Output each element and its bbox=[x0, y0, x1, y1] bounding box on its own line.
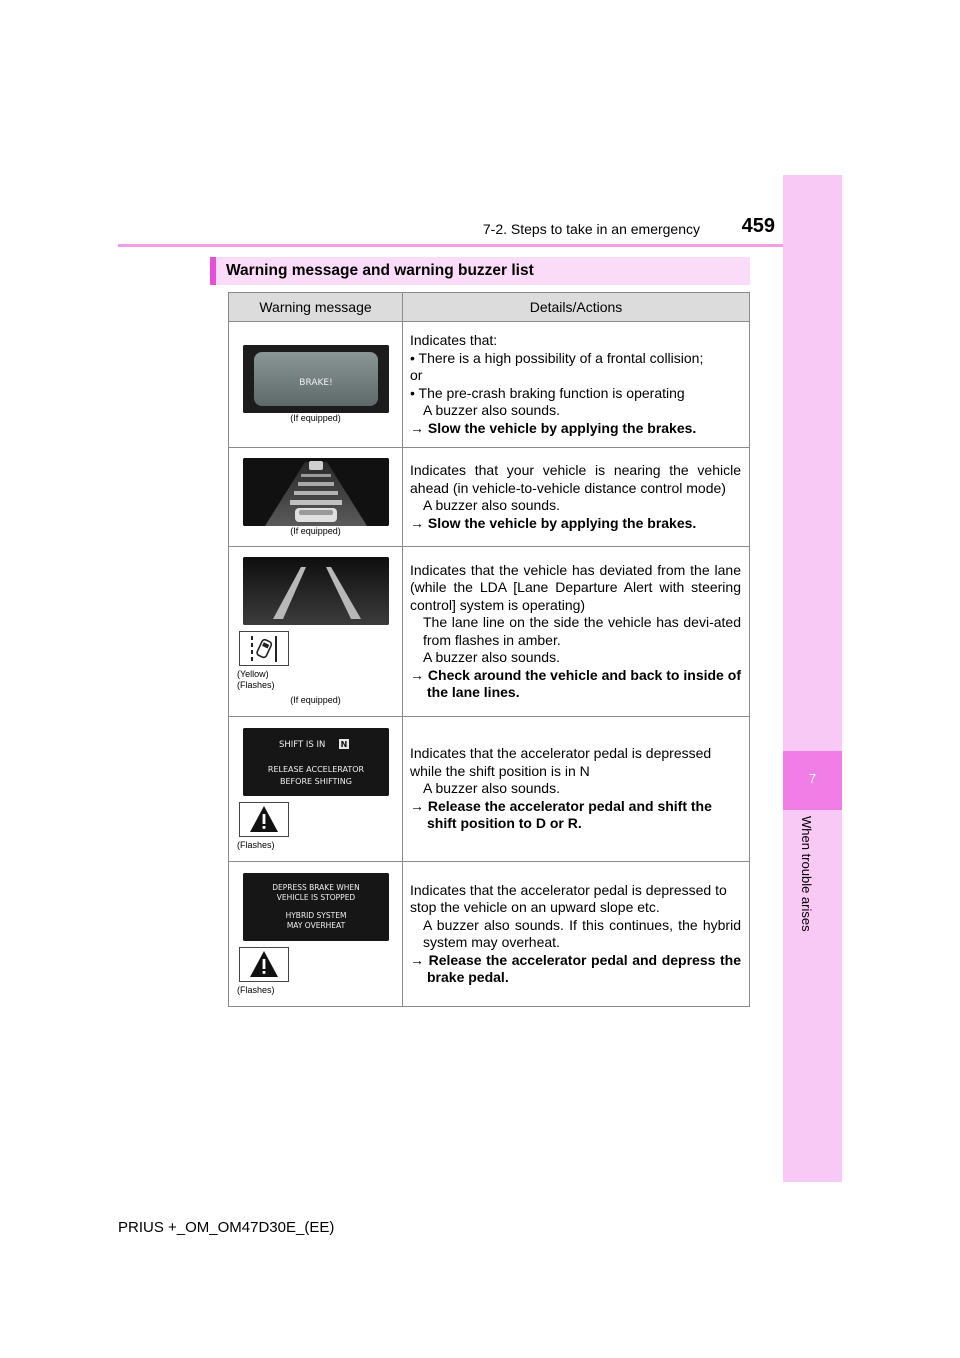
table-header-row bbox=[229, 293, 750, 322]
display-line: SHIFT IS IN bbox=[278, 739, 325, 750]
detail-bullet: • The pre-crash braking function is operating bbox=[410, 384, 685, 401]
detail-action: → Release the accelerator pedal and shift the shift position to D or R. bbox=[410, 797, 712, 832]
detail-line: The lane line on the side the vehicle has devi-ated from flashes in amber. bbox=[423, 614, 741, 648]
warning-table bbox=[228, 292, 750, 1007]
detail-line: A buzzer also sounds. bbox=[423, 780, 560, 797]
master-warning-indicator bbox=[239, 947, 289, 982]
table-row bbox=[229, 448, 750, 547]
detail-line: Indicates that: bbox=[410, 332, 498, 348]
table-row bbox=[229, 717, 750, 862]
display-badge: N bbox=[340, 739, 347, 749]
detail-action: → Check around the vehicle and back to inside of the lane lines. bbox=[410, 666, 741, 700]
warning-image-cell bbox=[229, 717, 403, 862]
lane-departure-display bbox=[243, 557, 389, 625]
details-cell bbox=[403, 322, 750, 448]
shift-warning-display bbox=[243, 728, 389, 796]
display-line: MAY OVERHEAT bbox=[286, 920, 345, 930]
brake-display-text: BRAKE! bbox=[298, 378, 333, 388]
table-row bbox=[229, 322, 750, 448]
warning-image-cell bbox=[229, 322, 403, 448]
chapter-title: When trouble arises bbox=[799, 816, 814, 932]
details-cell bbox=[403, 547, 750, 717]
warning-image-cell bbox=[229, 547, 403, 717]
image-caption: (If equipped) bbox=[290, 695, 341, 705]
brake-warning-display bbox=[243, 345, 389, 413]
detail-line: A buzzer also sounds. bbox=[423, 497, 560, 513]
image-caption: (Flashes) bbox=[237, 839, 275, 850]
image-caption: (Flashes) bbox=[237, 680, 275, 690]
lda-indicator bbox=[239, 631, 289, 666]
approach-warning-display bbox=[243, 458, 389, 526]
warning-image-cell bbox=[229, 862, 403, 1007]
section-title: Warning message and warning buzzer list bbox=[226, 262, 534, 279]
side-tab-strip bbox=[783, 175, 842, 1182]
display-line: VEHICLE IS STOPPED bbox=[276, 892, 355, 902]
detail-action: → Slow the vehicle by applying the brakes. bbox=[410, 419, 697, 436]
detail-line: A buzzer also sounds. bbox=[423, 402, 560, 418]
details-cell bbox=[403, 448, 750, 547]
warning-image-cell bbox=[229, 448, 403, 547]
image-caption: (If equipped) bbox=[290, 413, 341, 423]
running-header: 7-2. Steps to take in an emergency bbox=[482, 221, 700, 237]
warning-triangle-icon bbox=[249, 805, 279, 833]
warning-triangle-icon bbox=[249, 950, 279, 978]
detail-line: or bbox=[410, 367, 423, 383]
section-accent bbox=[210, 257, 216, 285]
detail-action: → Slow the vehicle by applying the brakes. bbox=[410, 514, 697, 531]
column-header-message: Warning message bbox=[229, 293, 403, 322]
display-line: RELEASE ACCELERATOR bbox=[267, 764, 364, 774]
page-number: 459 bbox=[741, 215, 775, 237]
section-title-bar bbox=[210, 257, 750, 285]
chapter-number: 7 bbox=[808, 771, 817, 786]
detail-line: Indicates that your vehicle is nearing the vehicle ahead (in vehicle-to-vehicle distance control mode) bbox=[410, 462, 741, 496]
column-header-details: Details/Actions bbox=[403, 293, 750, 322]
detail-action: → Release the accelerator pedal and depress the brake pedal. bbox=[410, 951, 741, 985]
display-line: BEFORE SHIFTING bbox=[279, 776, 352, 786]
display-line: HYBRID SYSTEM bbox=[285, 910, 346, 920]
detail-line: Indicates that the accelerator pedal is depressed while the shift position is in N bbox=[410, 745, 712, 779]
detail-line: Indicates that the accelerator pedal is depressed to stop the vehicle on an upward slope etc. bbox=[410, 881, 727, 915]
detail-bullet: • There is a high possibility of a frontal collision; bbox=[410, 349, 704, 366]
chapter-tab bbox=[783, 751, 842, 810]
image-caption: (If equipped) bbox=[290, 525, 341, 536]
detail-line: A buzzer also sounds. If this continues, the hybrid system may overheat. bbox=[423, 916, 741, 950]
master-warning-indicator bbox=[239, 802, 289, 837]
header-rule bbox=[118, 244, 783, 247]
brake-overheat-display bbox=[243, 873, 389, 941]
detail-line: A buzzer also sounds. bbox=[423, 649, 560, 665]
detail-line: Indicates that the vehicle has deviated from the lane (while the LDA [Lane Departure Alert with steering control] system is operating) bbox=[410, 561, 741, 613]
image-caption: (Flashes) bbox=[237, 984, 275, 995]
lane-departure-icon bbox=[247, 634, 281, 664]
details-cell bbox=[403, 717, 750, 862]
details-cell bbox=[403, 862, 750, 1007]
document-footer: PRIUS +_OM_OM47D30E_(EE) bbox=[118, 1219, 335, 1236]
table-row bbox=[229, 862, 750, 1007]
table-row bbox=[229, 547, 750, 717]
image-caption: (Yellow) bbox=[237, 669, 269, 679]
display-line: DEPRESS BRAKE WHEN bbox=[271, 882, 360, 892]
